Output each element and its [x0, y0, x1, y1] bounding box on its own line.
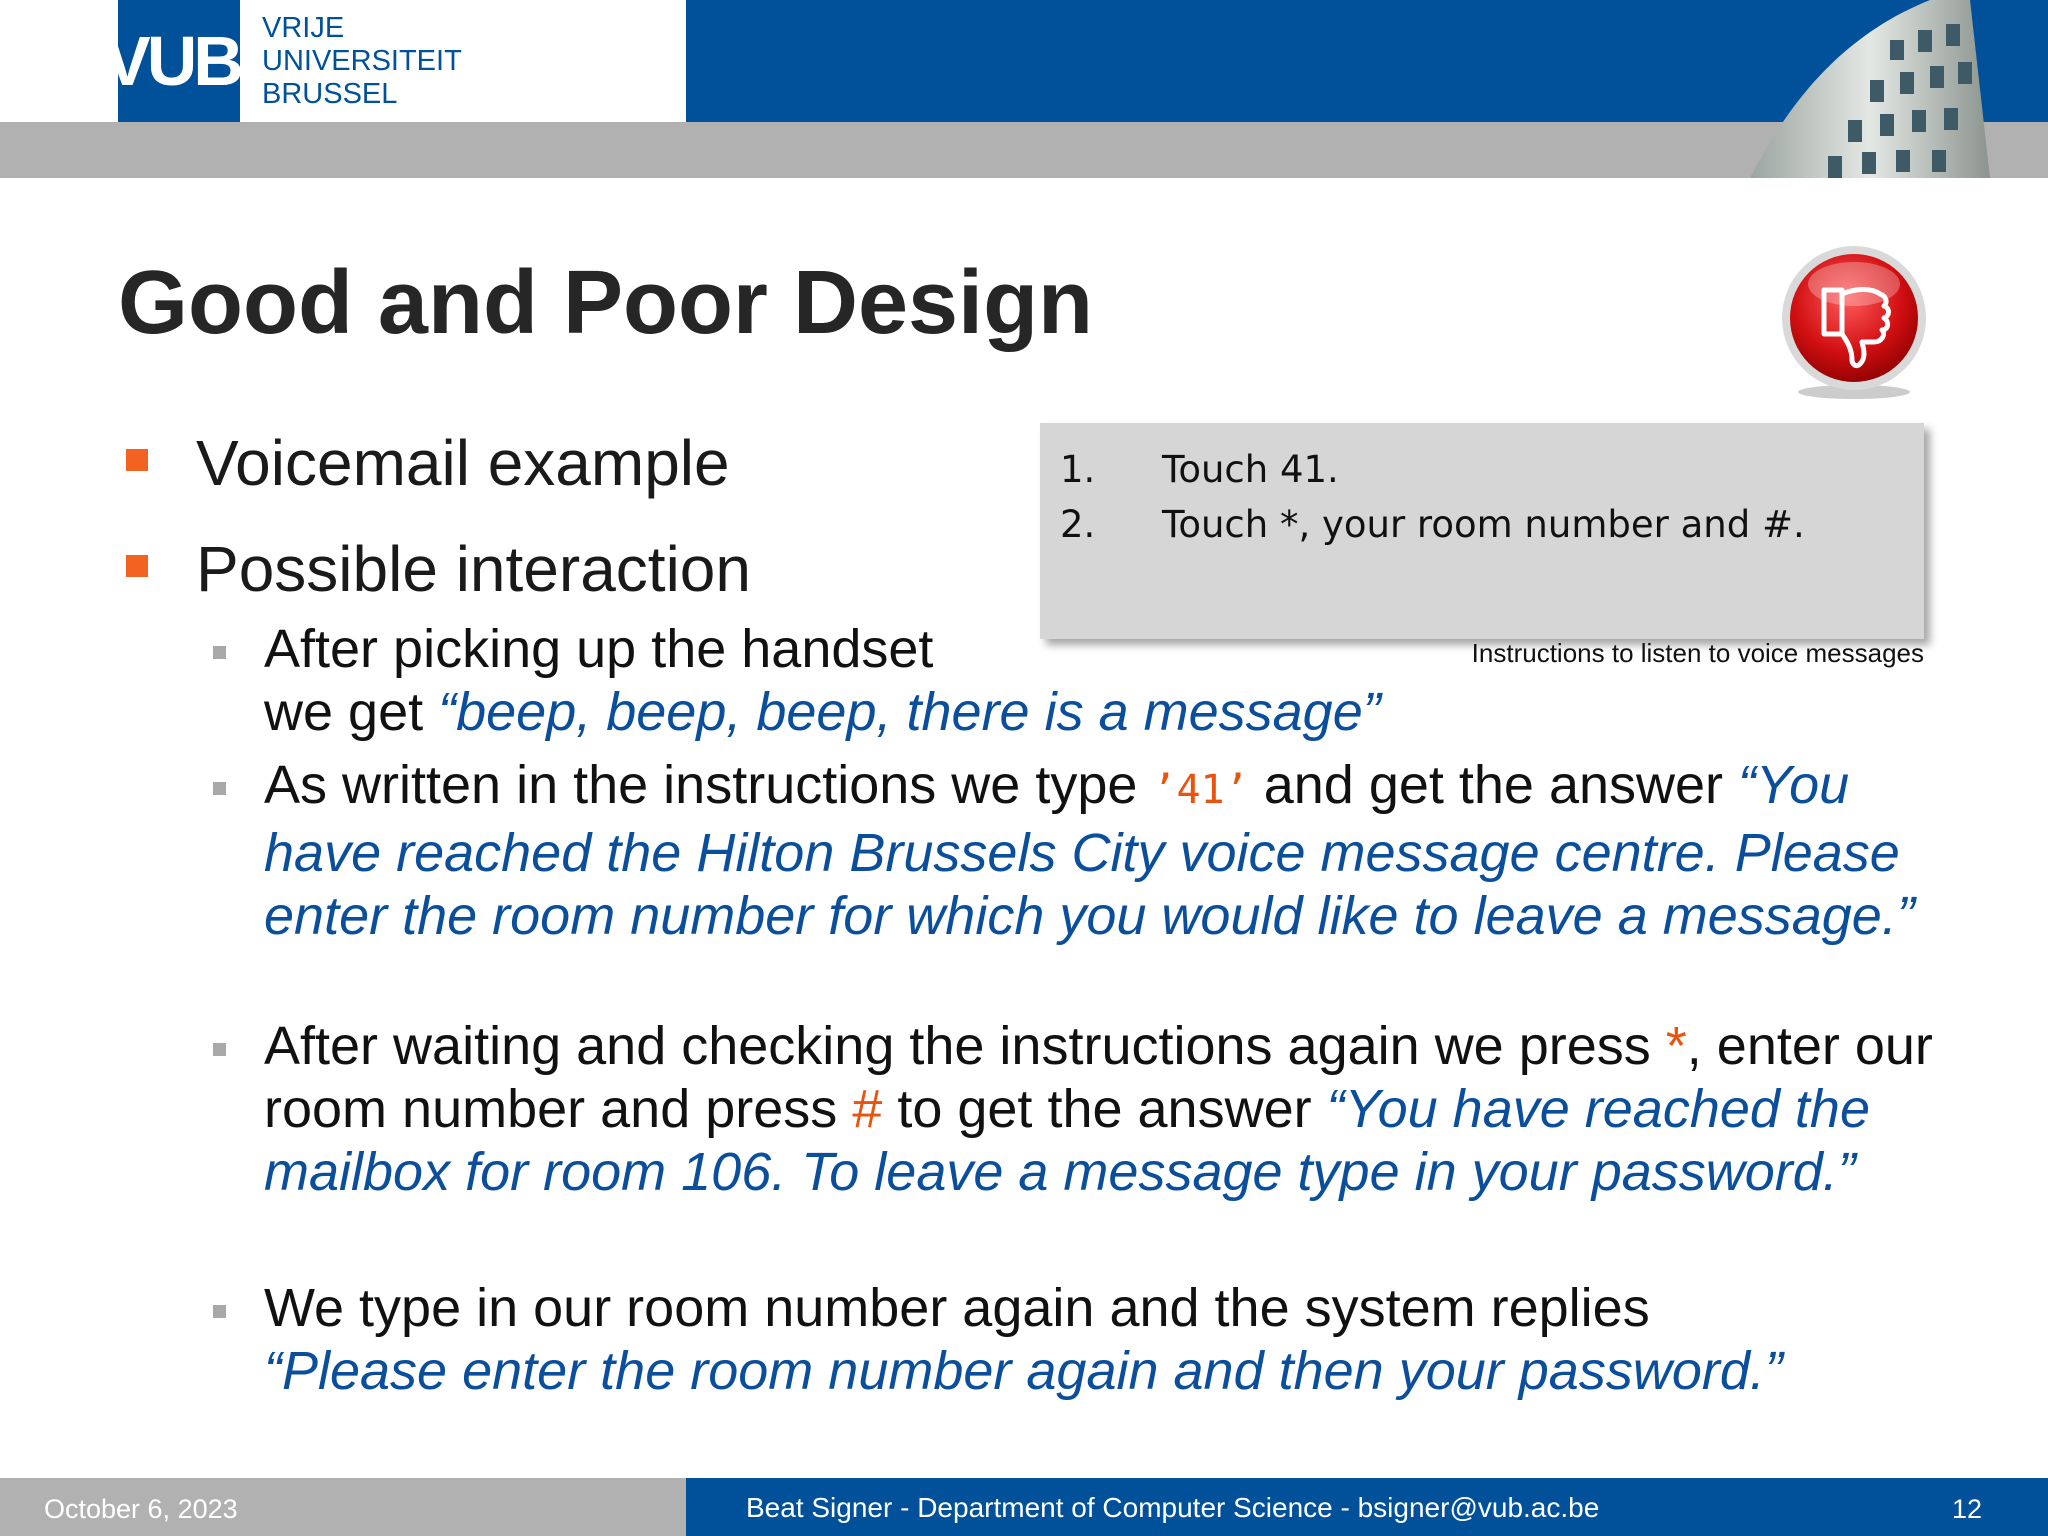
instruction-number: 2. [1060, 503, 1096, 546]
logo-line-1: VRIJE [262, 12, 345, 44]
page-number: 12 [1951, 1494, 1982, 1524]
bullet-marker [126, 555, 148, 577]
system-quote: “Please enter the room number again and then your password.” [264, 1341, 1783, 1401]
logo-line-2: UNIVERSITEIT [262, 45, 462, 77]
sub-bullet-text: After picking up the handset [264, 619, 934, 679]
sub-bullet-text: to get the answer [882, 1079, 1327, 1139]
sub-bullet-type-41 [264, 754, 1944, 948]
university-logo-mark [104, 22, 240, 100]
key-hash: # [852, 1079, 883, 1139]
sub-bullet-marker [213, 1305, 226, 1318]
sub-bullet-text: After waiting and checking the instructions again we press [264, 1016, 1666, 1076]
instruction-text: Touch *, your room number and #. [1162, 503, 1805, 546]
logo-mark-text: VUB [104, 22, 240, 100]
sub-bullet-text: , enter our room number and press [264, 1016, 1933, 1139]
instructions-caption: Instructions to listen to voice messages [1471, 638, 1924, 668]
instruction-number: 1. [1060, 448, 1096, 491]
footer-author: Beat Signer - Department of Computer Science - bsigner@vub.ac.be [746, 1492, 1600, 1523]
sub-bullet-marker [213, 1043, 226, 1056]
logo-line-3: BRUSSEL [262, 78, 398, 110]
footer-date: October 6, 2023 [44, 1494, 238, 1524]
sub-bullet-text: As written in the instructions we type [264, 755, 1153, 815]
sub-bullet-handset [264, 618, 1944, 744]
code-keypress: ’41’ [1152, 767, 1249, 813]
system-quote: “You have reached the mailbox for room 106. To leave a message type in your password.” [264, 1079, 1870, 1202]
instructions-box [1040, 423, 1924, 639]
sub-bullet-text: we get [264, 682, 439, 742]
bullet-voicemail-example: Voicemail example [196, 427, 730, 499]
thumbs-down-icon [1776, 246, 1932, 402]
sub-bullet-press-star [264, 1015, 1944, 1204]
sub-bullet-marker [213, 646, 226, 659]
bullet-possible-interaction: Possible interaction [196, 533, 751, 605]
system-quote: “You have reached the Hilton Brussels City voice message centre. Please enter the room number for which you would like to leave a message.” [264, 755, 1915, 946]
bullet-marker [126, 449, 148, 471]
sub-bullet-text: and get the answer [1248, 755, 1739, 815]
slide-title: Good and Poor Design [118, 253, 1094, 353]
sub-bullet-marker [213, 782, 226, 795]
university-logo-text [262, 12, 462, 111]
key-star: * [1665, 1016, 1687, 1076]
instruction-item [1060, 503, 1805, 546]
building-photo-icon [1740, 0, 2000, 178]
instruction-item [1060, 448, 1339, 491]
sub-bullet-retype [264, 1277, 1944, 1403]
sub-bullet-text: We type in our room number again and the system replies [264, 1278, 1650, 1338]
system-quote: “beep, beep, beep, there is a message” [438, 682, 1381, 742]
instruction-text: Touch 41. [1162, 448, 1339, 491]
